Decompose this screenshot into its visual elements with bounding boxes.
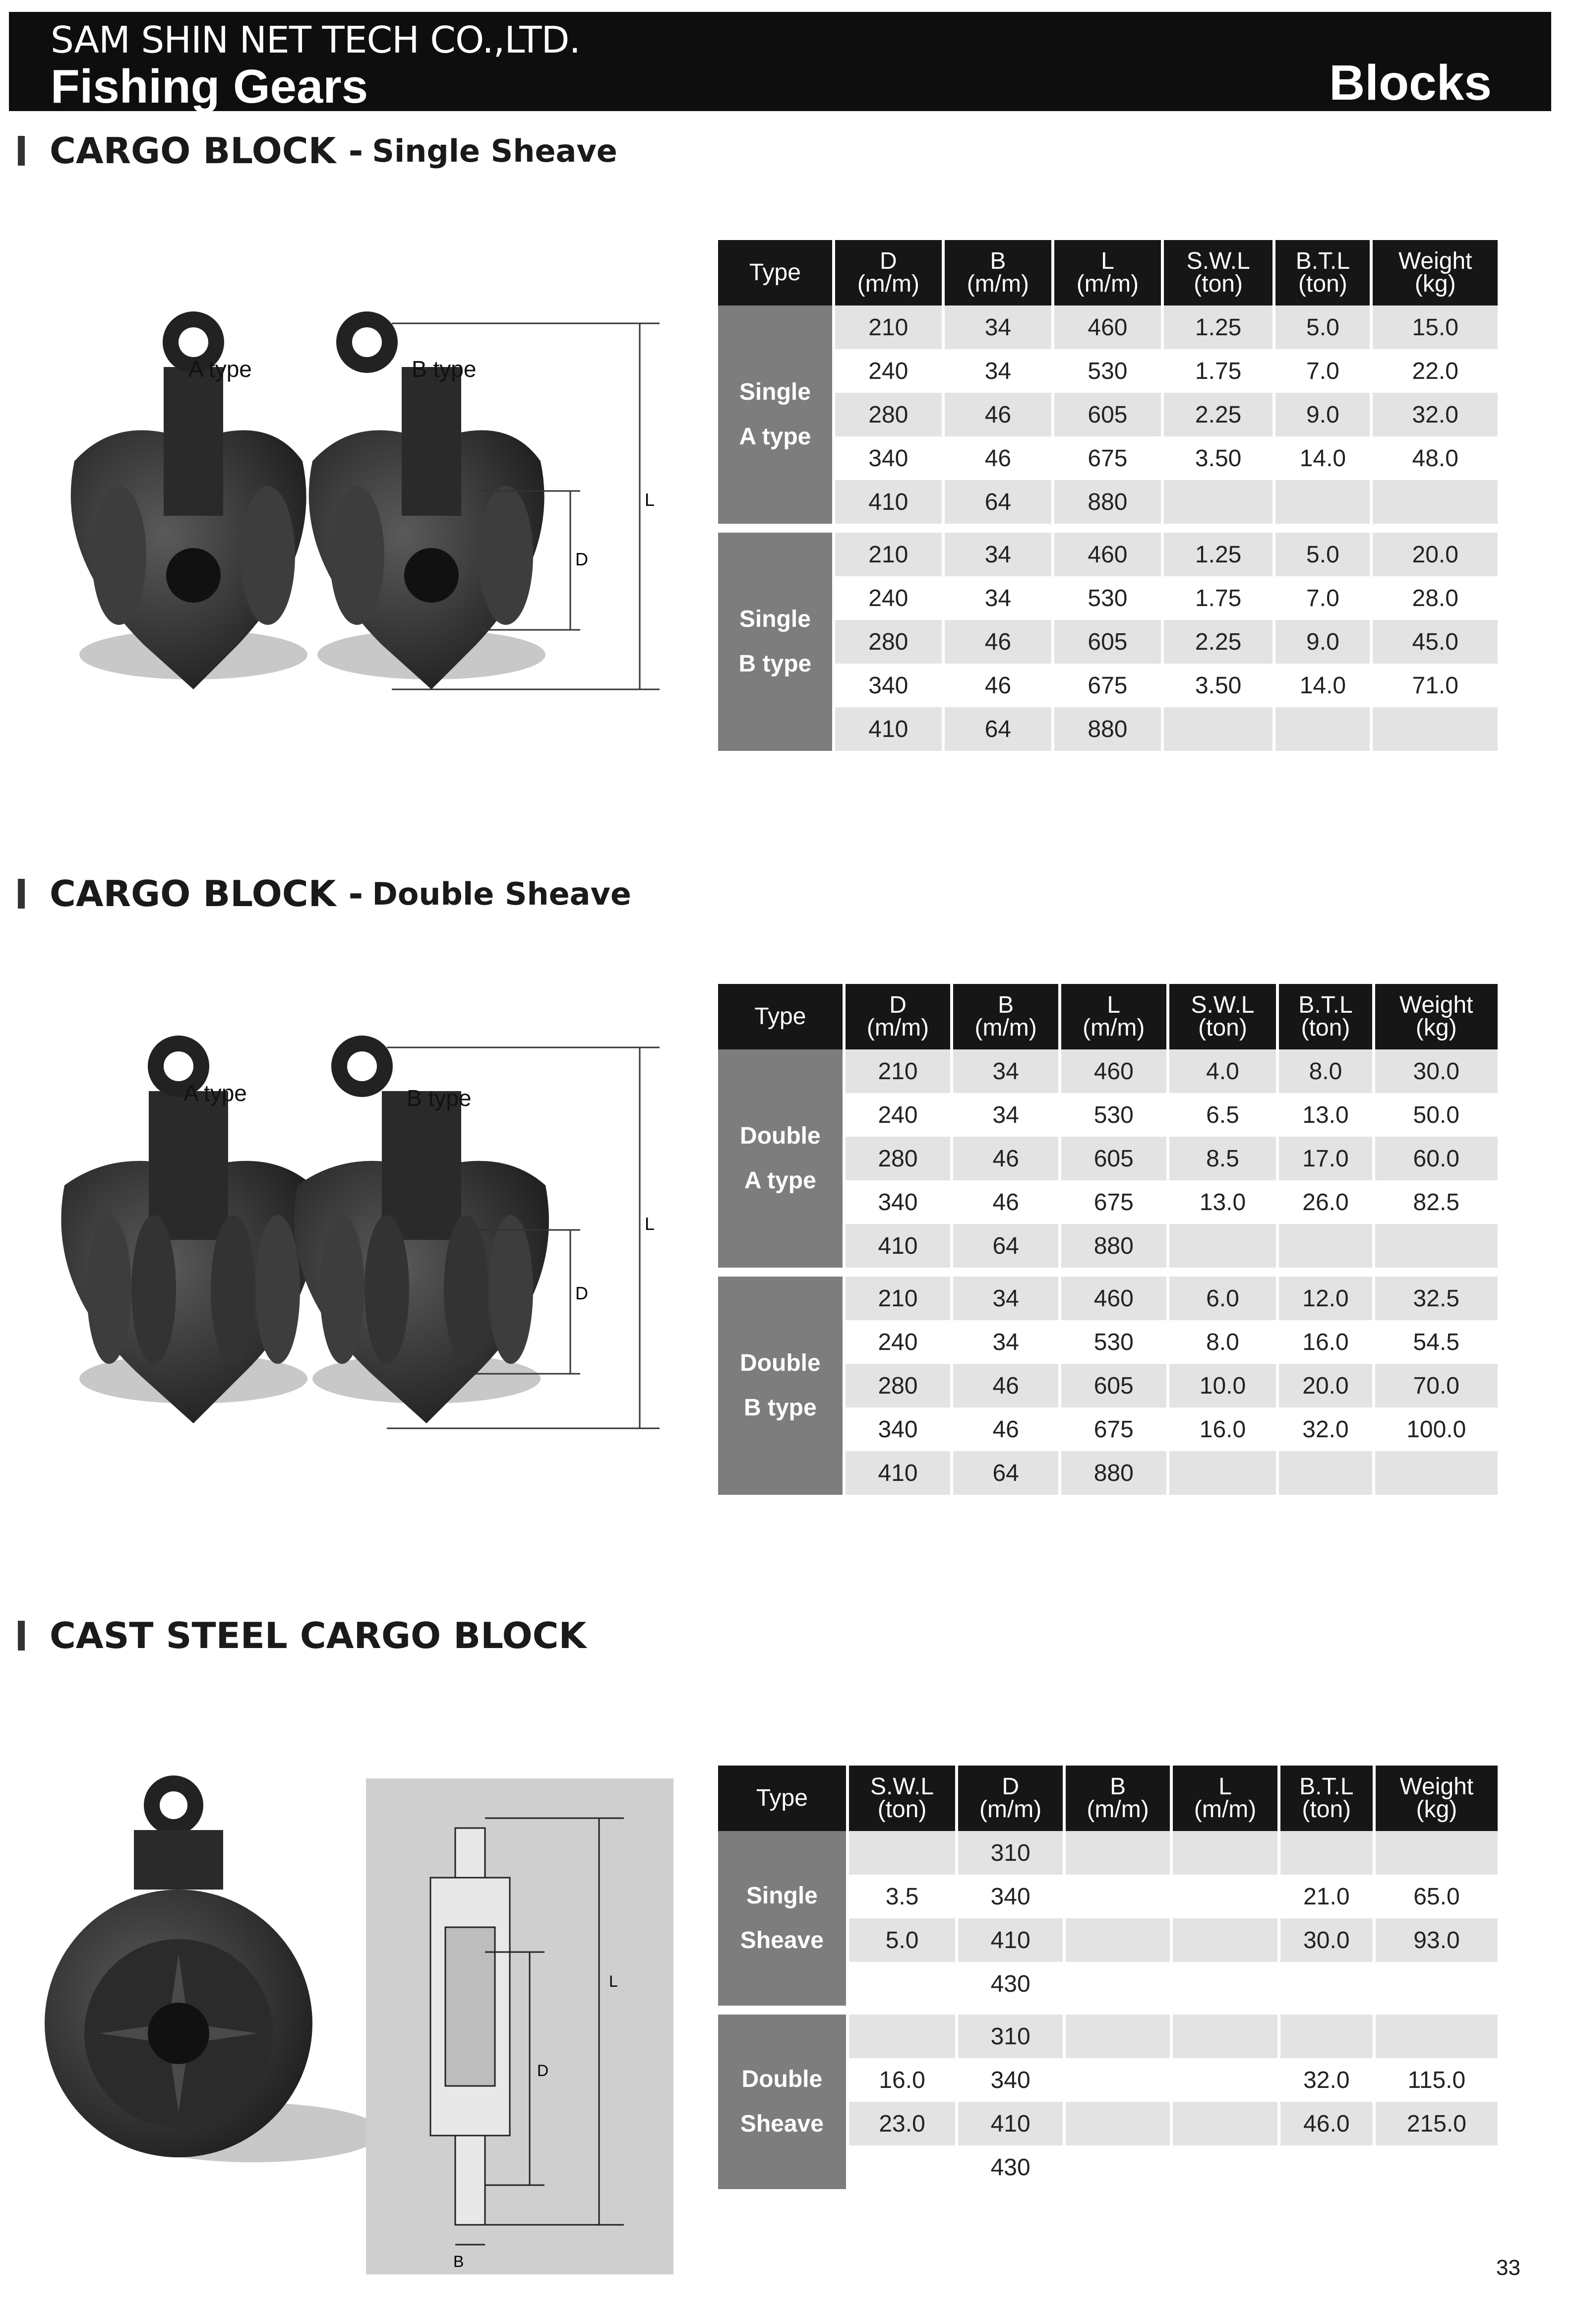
page-number: 33 <box>1496 2256 1520 2280</box>
table-cell: 8.0 <box>1206 1329 1239 1355</box>
table-cell: 16.0 <box>1302 1329 1349 1355</box>
table-cell: 34 <box>992 1329 1019 1355</box>
table-cell: 1.25 <box>1164 306 1272 349</box>
table-cell: 3.50 <box>1195 445 1242 472</box>
table-cell <box>1279 1224 1372 1268</box>
header-text: (m/m) <box>979 1796 1042 1823</box>
table-cell: 46 <box>945 620 1051 664</box>
table-cell <box>1066 1875 1170 1918</box>
table-cell: 430 <box>990 1970 1030 1997</box>
section-title-text: CARGO BLOCK - <box>50 873 363 915</box>
table-cell <box>1376 1962 1498 2006</box>
table-cell: 9.0 <box>1275 393 1370 436</box>
section-title-text: CAST STEEL CARGO BLOCK <box>50 1615 587 1656</box>
table-cell: 15.0 <box>1373 306 1498 349</box>
column-header <box>1054 240 1161 306</box>
table-cell <box>1066 2102 1170 2145</box>
table-cell: 530 <box>1093 1101 1134 1128</box>
group-gap <box>718 524 1498 533</box>
table-cell: 210 <box>846 1049 951 1093</box>
table-cell: 2.25 <box>1164 393 1272 436</box>
header-text: Weight <box>1399 992 1473 1018</box>
table-cell: 34 <box>984 585 1012 612</box>
table-cell: 340 <box>868 445 909 472</box>
table-cell: 10.0 <box>1169 1364 1276 1407</box>
header-text: (ton) <box>1198 1015 1247 1041</box>
table-row <box>718 707 1498 751</box>
table-cell <box>1173 2015 1277 2058</box>
table-cell: 46 <box>953 1364 1058 1407</box>
header-text: Weight <box>1398 248 1472 274</box>
table-cell: 48.0 <box>1412 445 1458 472</box>
table-cell: 5.0 <box>1275 533 1370 576</box>
type-label <box>718 1831 846 2006</box>
table-cell: 70.0 <box>1375 1364 1498 1407</box>
type-label-line: Single <box>746 1883 818 1909</box>
header-text: B.T.L <box>1299 1774 1354 1800</box>
table-cell <box>1169 1451 1276 1495</box>
type-label <box>718 2015 846 2189</box>
header-text: B <box>1110 1774 1126 1800</box>
table-cell: 675 <box>1093 1416 1134 1443</box>
double-sheave-figure <box>45 1032 689 1438</box>
dim-l-label: L <box>645 489 655 510</box>
table-cell <box>1066 2058 1170 2102</box>
table-cell: 410 <box>958 2102 1062 2145</box>
table-cell: 675 <box>1093 1189 1134 1216</box>
table-cell <box>1066 2015 1170 2058</box>
table-cell: 215.0 <box>1376 2102 1498 2145</box>
table-cell: 3.50 <box>1195 672 1242 699</box>
header-text: L <box>1101 248 1114 274</box>
header-text: (ton) <box>1298 271 1347 297</box>
table-cell: 46 <box>992 1416 1019 1443</box>
table-cell <box>1280 2145 1373 2189</box>
table-cell: 340 <box>868 672 909 699</box>
table-cell: 880 <box>1061 1451 1166 1495</box>
column-header <box>953 984 1058 1049</box>
table-cell: 605 <box>1061 1137 1166 1180</box>
table-cell: 880 <box>1061 1224 1166 1268</box>
header-text: D <box>1002 1774 1019 1800</box>
table-cell: 8.5 <box>1169 1137 1276 1180</box>
column-header <box>835 240 942 306</box>
table-cell: 9.0 <box>1275 620 1370 664</box>
dim-d-label: D <box>537 2062 549 2079</box>
header-text: (m/m) <box>1083 1015 1145 1041</box>
dim-l-label: L <box>645 1214 655 1234</box>
table-cell: 240 <box>868 358 909 384</box>
table-cell: 115.0 <box>1407 2067 1466 2093</box>
table-cell: 3.5 <box>885 1883 919 1910</box>
table-cell: 14.0 <box>1299 445 1346 472</box>
table-row <box>718 620 1498 664</box>
table-cell: 20.0 <box>1373 533 1498 576</box>
a-type-label: A type <box>183 1080 247 1106</box>
header-text: Type <box>749 259 801 286</box>
table-cell <box>1280 2015 1373 2058</box>
table-cell <box>1066 2145 1170 2189</box>
header-text: (m/m) <box>974 1015 1037 1041</box>
table-cell: 21.0 <box>1303 1883 1350 1910</box>
type-label-line: A type <box>744 1167 816 1194</box>
cast-steel-table <box>715 1766 1501 2189</box>
header-text: (ton) <box>1301 1015 1350 1041</box>
table-cell: 46 <box>945 393 1051 436</box>
table-cell: 675 <box>1088 672 1128 699</box>
table-cell: 340 <box>878 1416 918 1443</box>
column-header <box>945 240 1051 306</box>
table-cell: 4.0 <box>1169 1049 1276 1093</box>
section-title-double <box>18 873 631 915</box>
table-cell: 46 <box>984 672 1012 699</box>
table-cell <box>1066 1831 1170 1875</box>
type-label-line: Sheave <box>740 2111 824 2137</box>
header-text: B.T.L <box>1295 248 1350 274</box>
dim-d-label: D <box>575 1283 588 1303</box>
b-type-label: B type <box>412 356 477 382</box>
column-header <box>1169 984 1276 1049</box>
table-cell <box>1173 2102 1277 2145</box>
table-cell: 1.75 <box>1195 585 1242 612</box>
single-sheave-figure <box>45 298 689 704</box>
table-cell: 675 <box>1088 445 1128 472</box>
type-label-line: Single <box>739 379 811 405</box>
table-cell <box>1373 480 1498 524</box>
table-cell: 605 <box>1061 1364 1166 1407</box>
table-cell: 13.0 <box>1199 1189 1246 1216</box>
table-cell: 310 <box>958 2015 1062 2058</box>
table-cell: 6.5 <box>1206 1101 1239 1128</box>
table-cell: 5.0 <box>849 1918 956 1962</box>
table-cell: 34 <box>992 1101 1019 1128</box>
type-label <box>718 533 832 751</box>
table-cell: 1.75 <box>1195 358 1242 384</box>
header-text: S.W.L <box>1186 248 1250 274</box>
table-cell <box>1280 1962 1373 2006</box>
table-cell: 93.0 <box>1376 1918 1498 1962</box>
group-gap <box>718 2006 1498 2015</box>
header-text: L <box>1218 1774 1232 1800</box>
table-cell: 50.0 <box>1413 1101 1459 1128</box>
table-row <box>718 1049 1498 1093</box>
table-cell: 7.0 <box>1306 358 1339 384</box>
type-label-line: B type <box>738 651 812 677</box>
header-text: (m/m) <box>866 1015 929 1041</box>
table-row <box>718 576 1498 620</box>
table-cell: 26.0 <box>1302 1189 1349 1216</box>
table-cell: 605 <box>1054 393 1161 436</box>
table-cell: 2.25 <box>1164 620 1272 664</box>
header-text: Type <box>756 1785 808 1811</box>
header-text: B <box>990 248 1006 274</box>
section-marker <box>18 136 25 166</box>
table-cell: 71.0 <box>1412 672 1458 699</box>
cast-steel-block-image <box>45 1766 382 2192</box>
table-cell <box>1275 707 1370 751</box>
header-text: (kg) <box>1415 1015 1457 1041</box>
table-cell: 340 <box>990 1883 1030 1910</box>
header-text: S.W.L <box>1191 992 1255 1018</box>
table-cell: 82.5 <box>1413 1189 1459 1216</box>
table-cell: 13.0 <box>1302 1101 1349 1128</box>
table-cell: 240 <box>868 585 909 612</box>
table-cell: 32.5 <box>1375 1277 1498 1320</box>
table-cell <box>849 1831 956 1875</box>
header-text: (ton) <box>877 1796 927 1823</box>
table-cell <box>1376 1831 1498 1875</box>
header-text: Type <box>754 1003 806 1030</box>
table-cell: 460 <box>1061 1277 1166 1320</box>
type-label-line: Sheave <box>740 1927 824 1954</box>
section-subtitle: Single Sheave <box>372 132 617 169</box>
table-cell: 16.0 <box>1199 1416 1246 1443</box>
table-cell: 410 <box>846 1451 951 1495</box>
table-cell: 12.0 <box>1279 1277 1372 1320</box>
table-row <box>718 1277 1498 1320</box>
table-cell: 430 <box>990 2154 1030 2181</box>
type-label-line: Double <box>740 1350 821 1376</box>
table-row <box>718 306 1498 349</box>
table-cell <box>1173 2145 1277 2189</box>
table-cell: 210 <box>846 1277 951 1320</box>
header-text: (kg) <box>1414 271 1456 297</box>
table-cell <box>1376 2145 1498 2189</box>
header-text: B.T.L <box>1298 992 1353 1018</box>
column-header <box>1275 240 1370 306</box>
table-cell: 280 <box>835 393 942 436</box>
header-text: D <box>880 248 897 274</box>
table-cell: 16.0 <box>879 2067 925 2093</box>
table-cell: 30.0 <box>1375 1049 1498 1093</box>
group-gap <box>718 1268 1498 1277</box>
section-title-cast-steel <box>18 1615 586 1656</box>
table-cell: 64 <box>945 480 1051 524</box>
table-row <box>718 480 1498 524</box>
dim-l-label: L <box>609 1972 618 1990</box>
table-cell: 46.0 <box>1280 2102 1373 2145</box>
table-cell: 410 <box>835 480 942 524</box>
column-header <box>718 240 832 306</box>
header-text: (m/m) <box>857 271 919 297</box>
column-header <box>846 984 951 1049</box>
table-cell <box>1173 1875 1277 1918</box>
table-cell: 6.0 <box>1169 1277 1276 1320</box>
table-cell: 410 <box>835 707 942 751</box>
header-category: Blocks <box>1329 55 1492 111</box>
table-cell: 34 <box>945 306 1051 349</box>
table-cell: 210 <box>835 533 942 576</box>
column-header <box>849 1766 956 1831</box>
a-type-label: A type <box>188 356 252 382</box>
header-text: Weight <box>1399 1774 1474 1800</box>
double-sheave-table <box>715 984 1501 1495</box>
table-cell: 64 <box>953 1451 1058 1495</box>
type-label <box>718 1277 843 1495</box>
section-marker <box>18 879 25 909</box>
header-text: (kg) <box>1416 1796 1457 1823</box>
table-cell: 46 <box>992 1189 1019 1216</box>
table-cell <box>1173 1831 1277 1875</box>
table-row <box>718 393 1498 436</box>
table-cell: 17.0 <box>1279 1137 1372 1180</box>
header-text: B <box>998 992 1014 1018</box>
column-header <box>1173 1766 1277 1831</box>
table-cell: 46 <box>953 1137 1058 1180</box>
table-row <box>718 436 1498 480</box>
table-cell: 530 <box>1088 585 1128 612</box>
table-cell: 530 <box>1093 1329 1134 1355</box>
table-cell <box>849 1962 956 2006</box>
header-text: D <box>889 992 907 1018</box>
type-label <box>718 306 832 524</box>
table-cell: 340 <box>990 2067 1030 2093</box>
table-cell: 28.0 <box>1412 585 1458 612</box>
table-cell <box>1173 1962 1277 2006</box>
table-cell: 240 <box>878 1329 918 1355</box>
section-title-text: CARGO BLOCK - <box>50 130 363 172</box>
table-cell <box>1066 1962 1170 2006</box>
table-cell <box>849 2145 956 2189</box>
column-header <box>1164 240 1272 306</box>
table-cell: 32.0 <box>1373 393 1498 436</box>
table-cell <box>1375 1451 1498 1495</box>
table-cell: 32.0 <box>1303 2067 1350 2093</box>
header-text: (m/m) <box>1087 1796 1149 1823</box>
table-cell <box>1376 2015 1498 2058</box>
column-header <box>1373 240 1498 306</box>
column-header <box>718 984 843 1049</box>
table-cell: 65.0 <box>1413 1883 1460 1910</box>
table-cell: 410 <box>958 1918 1062 1962</box>
table-cell <box>1375 1224 1498 1268</box>
table-cell: 20.0 <box>1279 1364 1372 1407</box>
type-label-line: B type <box>744 1395 817 1421</box>
table-cell: 60.0 <box>1375 1137 1498 1180</box>
type-label-line: Double <box>740 1123 821 1149</box>
table-cell: 34 <box>984 358 1012 384</box>
table-cell <box>1373 707 1498 751</box>
dim-d-label: D <box>575 549 588 569</box>
type-label <box>718 1049 843 1268</box>
section-subtitle: Double Sheave <box>372 875 631 912</box>
column-header <box>1061 984 1166 1049</box>
header-text: S.W.L <box>870 1774 934 1800</box>
table-cell: 100.0 <box>1406 1416 1466 1443</box>
table-cell <box>1173 2058 1277 2102</box>
table-cell <box>1275 480 1370 524</box>
table-cell: 530 <box>1088 358 1128 384</box>
table-cell: 34 <box>953 1049 1058 1093</box>
table-cell: 54.5 <box>1413 1329 1459 1355</box>
table-cell: 1.25 <box>1164 533 1272 576</box>
table-row <box>718 664 1498 707</box>
table-cell: 32.0 <box>1302 1416 1349 1443</box>
table-row <box>718 349 1498 393</box>
column-header <box>958 1766 1062 1831</box>
company-name: SAM SHIN NET TECH CO.,LTD. <box>51 19 580 61</box>
type-label-line: A type <box>739 424 811 450</box>
table-cell: 22.0 <box>1412 358 1458 384</box>
table-cell: 34 <box>945 533 1051 576</box>
table-cell: 30.0 <box>1280 1918 1373 1962</box>
table-cell <box>1173 1918 1277 1962</box>
table-cell: 210 <box>835 306 942 349</box>
table-row <box>718 533 1498 576</box>
cast-steel-dimension-diagram <box>366 1778 673 2274</box>
table-cell: 605 <box>1054 620 1161 664</box>
dim-b-label: B <box>453 2253 464 2270</box>
table-cell <box>1169 1224 1276 1268</box>
table-cell <box>1164 707 1272 751</box>
b-type-label: B type <box>407 1085 472 1111</box>
table-cell: 34 <box>953 1277 1058 1320</box>
section-title-single <box>18 130 617 172</box>
table-cell: 880 <box>1054 480 1161 524</box>
single-sheave-table <box>715 240 1501 751</box>
table-cell <box>849 2015 956 2058</box>
table-row <box>718 1831 1498 1875</box>
header-subtitle: Fishing Gears <box>51 60 368 113</box>
table-cell: 45.0 <box>1373 620 1498 664</box>
table-cell: 880 <box>1054 707 1161 751</box>
column-header <box>1280 1766 1373 1831</box>
table-cell: 240 <box>878 1101 918 1128</box>
table-cell: 46 <box>984 445 1012 472</box>
section-marker <box>18 1621 25 1651</box>
table-cell: 280 <box>835 620 942 664</box>
table-cell <box>1280 1831 1373 1875</box>
table-cell: 460 <box>1054 533 1161 576</box>
header-text: (m/m) <box>967 271 1030 297</box>
table-cell: 310 <box>958 1831 1062 1875</box>
column-header <box>1375 984 1498 1049</box>
header-text: L <box>1107 992 1121 1018</box>
column-header <box>1279 984 1372 1049</box>
table-cell: 14.0 <box>1299 672 1346 699</box>
table-cell: 340 <box>878 1189 918 1216</box>
column-header <box>1066 1766 1170 1831</box>
header-text: (m/m) <box>1194 1796 1257 1823</box>
table-cell: 23.0 <box>849 2102 956 2145</box>
column-header <box>1376 1766 1498 1831</box>
table-cell: 64 <box>945 707 1051 751</box>
table-cell <box>1164 480 1272 524</box>
type-label-line: Single <box>739 606 811 632</box>
type-label-line: Double <box>741 2066 823 2092</box>
table-cell: 64 <box>953 1224 1058 1268</box>
table-cell <box>1066 1918 1170 1962</box>
table-cell <box>1279 1451 1372 1495</box>
column-header <box>718 1766 846 1831</box>
table-row <box>718 2015 1498 2058</box>
page-header <box>9 12 1551 111</box>
header-text: (ton) <box>1302 1796 1351 1823</box>
table-cell: 460 <box>1061 1049 1166 1093</box>
header-text: (ton) <box>1194 271 1243 297</box>
table-cell: 8.0 <box>1279 1049 1372 1093</box>
table-cell: 280 <box>846 1137 951 1180</box>
table-cell: 5.0 <box>1275 306 1370 349</box>
header-text: (m/m) <box>1076 271 1139 297</box>
table-cell: 280 <box>846 1364 951 1407</box>
table-cell: 410 <box>846 1224 951 1268</box>
table-cell: 7.0 <box>1306 585 1339 612</box>
table-cell: 460 <box>1054 306 1161 349</box>
